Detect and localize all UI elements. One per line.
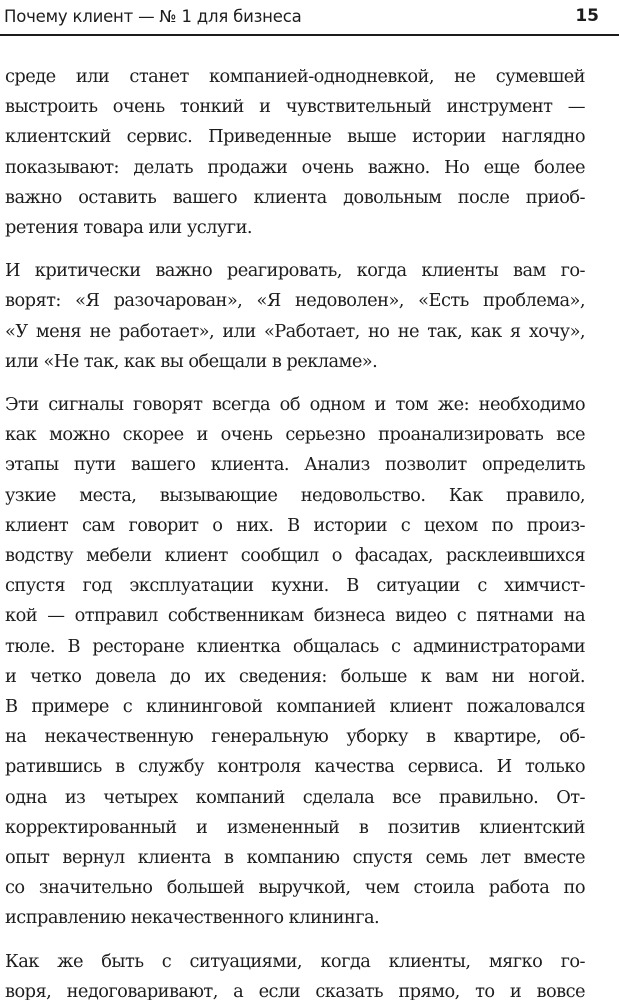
text-line: корректированный и измененный в позитив клиентский [5, 816, 585, 838]
text-line: кой — отправил собственникам бизнеса видео с пятнами на [5, 605, 585, 627]
text-line: показывают: делать продажи очень важно. Но еще более [5, 156, 585, 178]
text-line: одна из четырех компаний сделала все правильно. От- [5, 786, 585, 808]
text-line: опыт вернул клиента в компанию спустя семь лет вместе [5, 847, 585, 869]
text-line: воря, недоговаривают, а если сказать прямо, то и вовсе [5, 980, 585, 1000]
text-line: водству мебели клиент сообщил о фасадах, расклеившихся [5, 545, 585, 567]
text-line: и четко довела до их сведения: больше к вам ни ногой. [5, 665, 585, 687]
text-line: клиентский сервис. Приведенные выше истории наглядно [5, 126, 585, 148]
text-line: спустя год эксплуатации кухни. В ситуации с химчист- [5, 575, 585, 597]
text-line: В примере с клининговой компанией клиент пожаловался [5, 696, 585, 718]
text-line: ратившись в службу контроля качества сервиса. И только [5, 756, 585, 778]
text-line: важно оставить вашего клиента довольным после приоб- [5, 186, 585, 208]
text-line: «У меня не работает», или «Работает, но не так, как я хочу», [5, 320, 585, 342]
text-line: тюле. В ресторане клиентка общалась с администраторами [5, 635, 585, 657]
text-line: со значительно большей выручкой, чем стоила работа по [5, 877, 585, 899]
paragraph [5, 947, 585, 1000]
text-line: или «Не так, как вы обещали в рекламе». [5, 350, 378, 372]
text-line: клиент сам говорит о них. В истории с цехом по произ- [5, 514, 585, 536]
body-text [5, 62, 585, 1000]
chapter-title: Почему клиент — № 1 для бизнеса [4, 7, 302, 26]
text-line: ретения товара или услуги. [5, 217, 252, 239]
paragraph [5, 390, 585, 934]
paragraph [5, 256, 585, 377]
text-line: исправлению некачественного клининга. [5, 907, 380, 929]
page-number: 15 [575, 6, 599, 26]
text-line: Как же быть с ситуациями, когда клиенты, мягко го- [5, 950, 585, 972]
text-line: Эти сигналы говорят всегда об одном и том же: необходимо [5, 394, 585, 416]
text-line: этапы пути вашего клиента. Анализ позволит определить [5, 454, 585, 476]
paragraph [5, 62, 585, 243]
text-line: среде или станет компанией-однодневкой, не сумевшей [5, 66, 585, 87]
text-line: на некачественную генеральную уборку в квартире, об- [5, 726, 585, 748]
text-line: выстроить очень тонкий и чувствительный инструмент — [5, 96, 585, 118]
text-line: как можно скорее и очень серьезно проанализировать все [5, 424, 585, 446]
text-line: узкие места, вызывающие недовольство. Как правило, [5, 484, 585, 506]
text-line: ворят: «Я разочарован», «Я недоволен», «Есть проблема», [5, 290, 585, 312]
text-line: И критически важно реагировать, когда клиенты вам го- [5, 260, 585, 282]
running-head [0, 4, 619, 36]
